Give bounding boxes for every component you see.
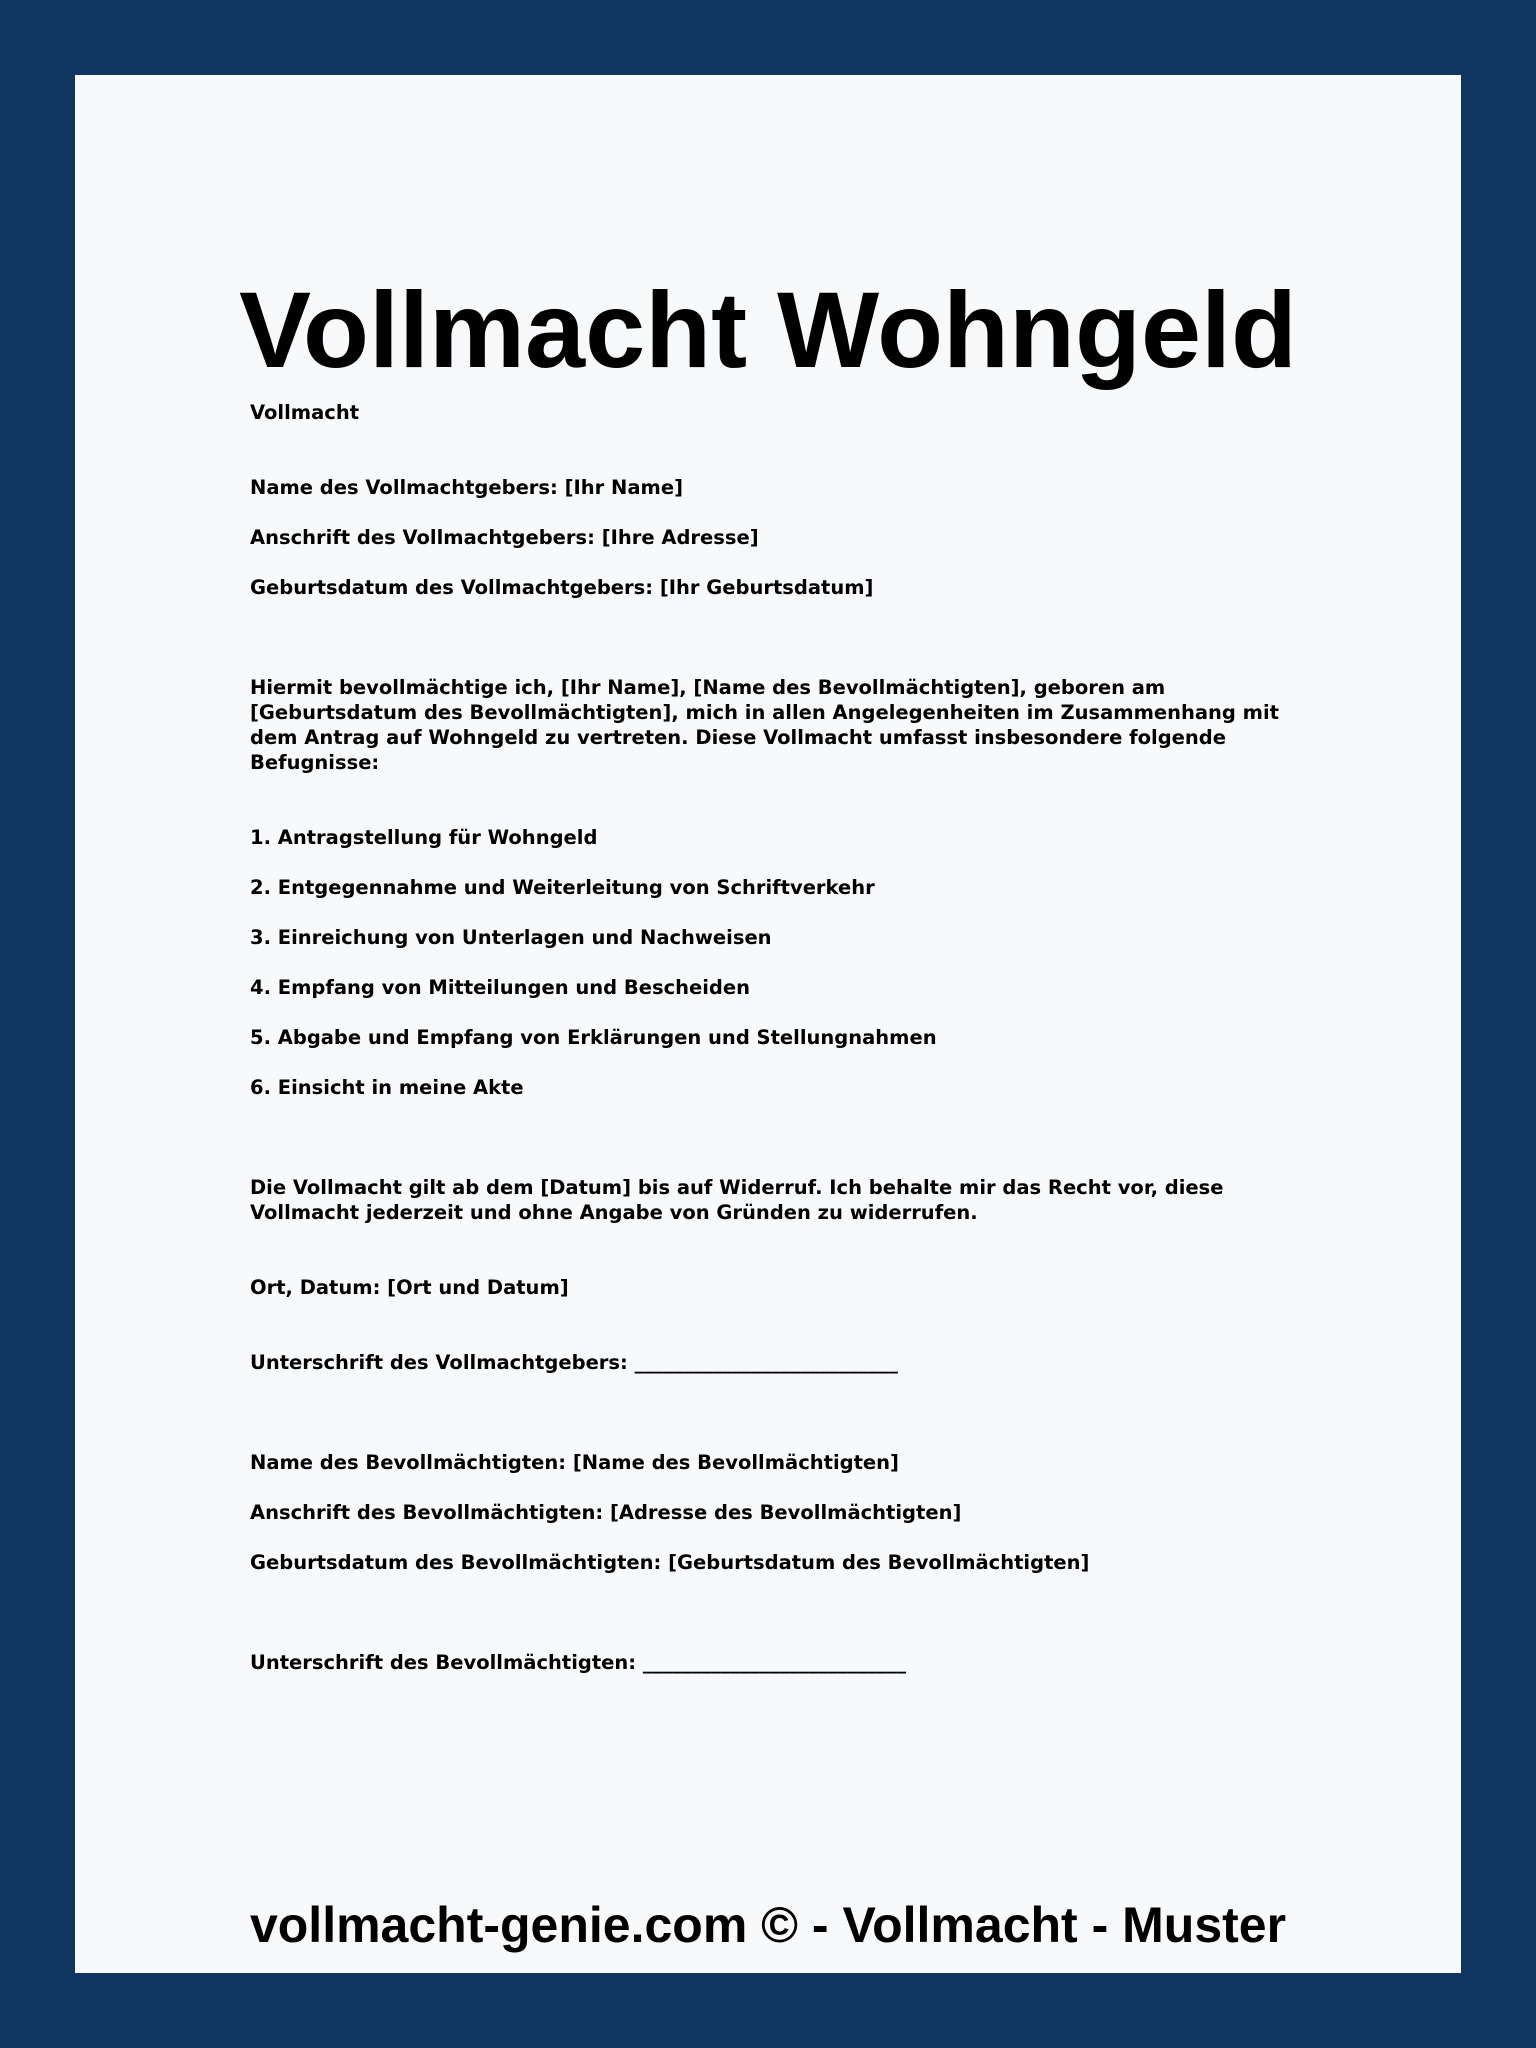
validity-paragraph: Die Vollmacht gilt ab dem [Datum] bis auf Widerruf. Ich behalte mir das Recht vor, diese Vollmacht jederzeit und ohne Angabe von Gründen zu widerrufen. <box>250 1176 1224 1224</box>
power-item: 4. Empfang von Mitteilungen und Bescheiden <box>250 976 750 999</box>
document-heading: Vollmacht <box>250 401 360 424</box>
grantor-birthdate: Geburtsdatum des Vollmachtgebers: [Ihr Geburtsdatum] <box>250 576 874 599</box>
footer-watermark: vollmacht-genie.com © - Vollmacht - Muster <box>249 1897 1287 1953</box>
power-item: 5. Abgabe und Empfang von Erklärungen und Stellungnahmen <box>250 1026 937 1049</box>
power-item: 1. Antragstellung für Wohngeld <box>250 826 598 849</box>
agent-signature-line: Unterschrift des Bevollmächtigten: ___________________________ <box>250 1651 907 1674</box>
grantor-name: Name des Vollmachtgebers: [Ihr Name] <box>250 476 683 499</box>
power-item: 3. Einreichung von Unterlagen und Nachweisen <box>250 926 772 949</box>
document-page <box>75 75 1461 1973</box>
agent-address: Anschrift des Bevollmächtigten: [Adresse des Bevollmächtigten] <box>250 1501 962 1524</box>
grantor-signature-line: Unterschrift des Vollmachtgebers: ___________________________ <box>250 1351 898 1374</box>
grantor-address: Anschrift des Vollmachtgebers: [Ihre Adresse] <box>250 526 759 549</box>
power-item: 6. Einsicht in meine Akte <box>250 1076 524 1099</box>
power-item: 2. Entgegennahme und Weiterleitung von Schriftverkehr <box>250 876 875 899</box>
intro-paragraph: Hiermit bevollmächtige ich, [Ihr Name], [Name des Bevollmächtigten], geboren am [Geburtsdatum des Bevollmächtigten], mich in allen Angelegenheiten im Zusammenhang mit dem Antrag auf Wohngeld zu vertreten. Diese Vollmacht umfasst insbesondere folgende Befugnisse: <box>250 676 1279 774</box>
agent-birthdate: Geburtsdatum des Bevollmächtigten: [Geburtsdatum des Bevollmächtigten] <box>250 1551 1090 1574</box>
place-date-line: Ort, Datum: [Ort und Datum] <box>250 1276 569 1299</box>
agent-name: Name des Bevollmächtigten: [Name des Bevollmächtigten] <box>250 1451 899 1474</box>
document-title: Vollmacht Wohngeld <box>238 269 1297 390</box>
